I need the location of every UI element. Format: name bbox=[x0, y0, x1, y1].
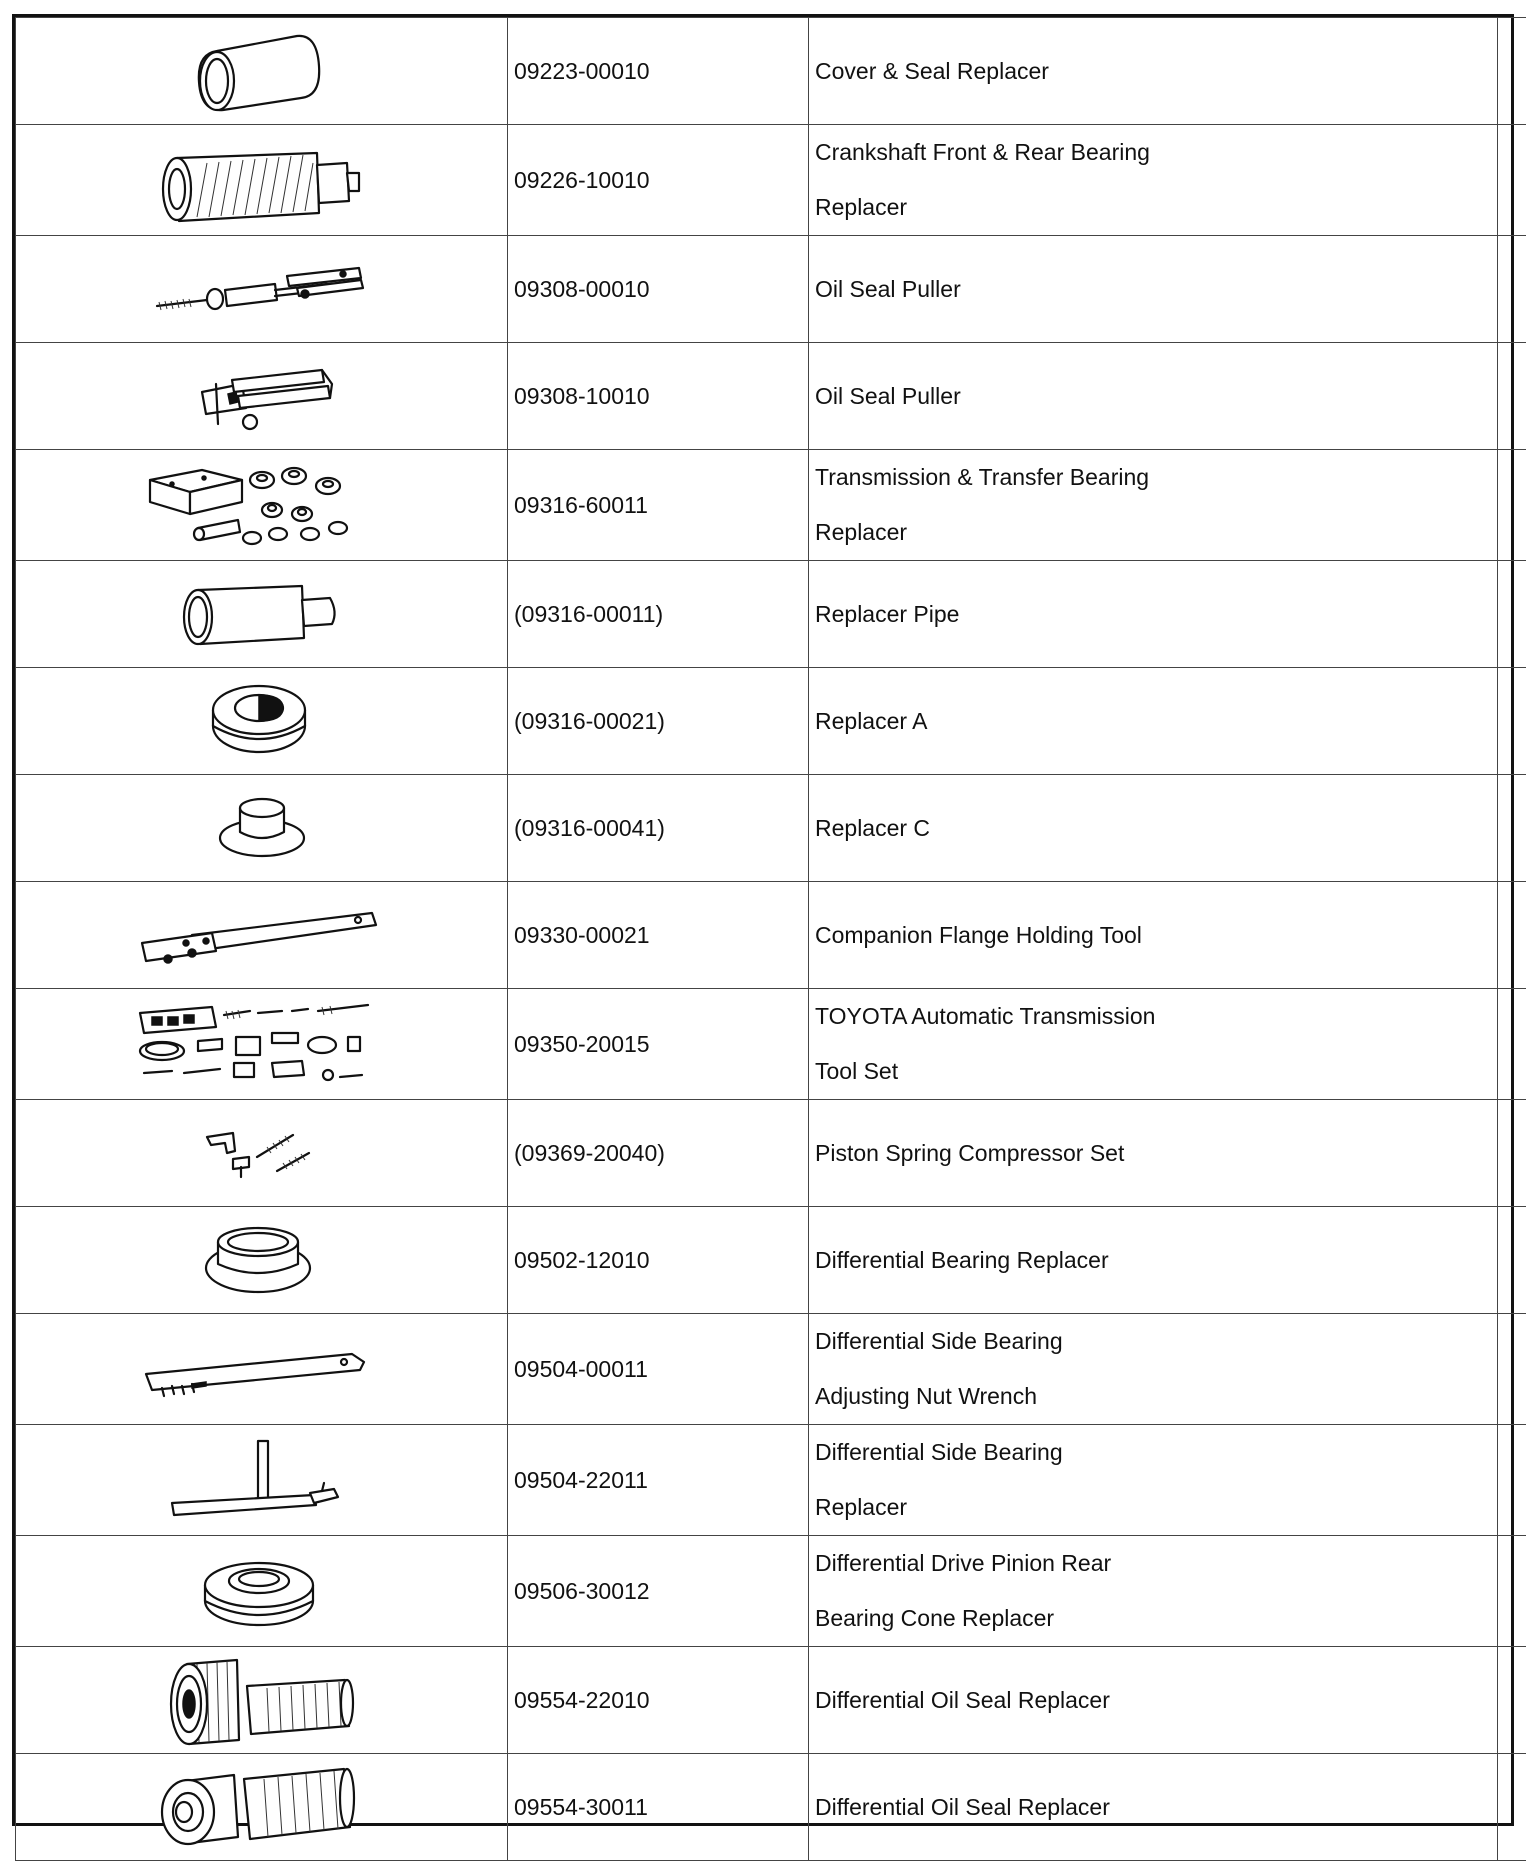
part-number: 09308-10010 bbox=[508, 343, 809, 450]
blank-cell bbox=[1498, 343, 1526, 450]
tool-illustration-cell bbox=[16, 1207, 508, 1314]
t-bar-wrench-icon bbox=[162, 1435, 362, 1525]
table-row bbox=[16, 1314, 1526, 1425]
part-number: 09226-10010 bbox=[508, 125, 809, 236]
tool-name-line: Oil Seal Puller bbox=[815, 262, 1497, 317]
bearing-replacer-ring-icon bbox=[192, 1220, 332, 1300]
tool-list-sheet bbox=[12, 14, 1514, 1826]
table-row bbox=[16, 1754, 1526, 1861]
part-number: 09506-30012 bbox=[508, 1536, 809, 1647]
tool-name-line: Bearing Cone Replacer bbox=[815, 1591, 1497, 1646]
bearing-replacer-kit-icon bbox=[142, 458, 382, 553]
table-row bbox=[16, 668, 1526, 775]
cylinder-sleeve-icon bbox=[187, 26, 337, 116]
blank-cell bbox=[1498, 989, 1526, 1100]
cone-replacer-ring-icon bbox=[187, 1549, 337, 1634]
tool-name bbox=[809, 343, 1498, 450]
nut-wrench-bar-icon bbox=[132, 1334, 392, 1404]
blank-cell bbox=[1498, 1207, 1526, 1314]
part-number: 09554-22010 bbox=[508, 1647, 809, 1754]
tool-name-line: Adjusting Nut Wrench bbox=[815, 1369, 1497, 1424]
tool-name-line: Crankshaft Front & Rear Bearing bbox=[815, 125, 1497, 180]
tool-name bbox=[809, 1536, 1498, 1647]
blank-cell bbox=[1498, 561, 1526, 668]
replacer-pipe-icon bbox=[172, 574, 352, 654]
replacer-ring-c-icon bbox=[202, 788, 322, 868]
blank-cell bbox=[1498, 125, 1526, 236]
tool-rows bbox=[16, 18, 1526, 1861]
part-number: 09554-30011 bbox=[508, 1754, 809, 1861]
part-number: 09223-00010 bbox=[508, 18, 809, 125]
oil-seal-replacer-long-icon bbox=[152, 1757, 372, 1857]
tool-illustration-cell bbox=[16, 125, 508, 236]
tool-name-line: Companion Flange Holding Tool bbox=[815, 908, 1497, 963]
blank-cell bbox=[1498, 1425, 1526, 1536]
tool-name bbox=[809, 236, 1498, 343]
tool-name-line: Replacer bbox=[815, 505, 1497, 560]
tool-illustration-cell bbox=[16, 450, 508, 561]
part-number: (09316-00041) bbox=[508, 775, 809, 882]
tool-illustration-cell bbox=[16, 1754, 508, 1861]
tool-illustration-cell bbox=[16, 1100, 508, 1207]
table-row bbox=[16, 775, 1526, 882]
table-row bbox=[16, 125, 1526, 236]
tool-name bbox=[809, 1425, 1498, 1536]
tool-name-line: Tool Set bbox=[815, 1044, 1497, 1099]
blank-cell bbox=[1498, 775, 1526, 882]
tool-name bbox=[809, 1754, 1498, 1861]
blank-cell bbox=[1498, 882, 1526, 989]
table-row bbox=[16, 882, 1526, 989]
table-row bbox=[16, 1425, 1526, 1536]
tool-name bbox=[809, 18, 1498, 125]
blank-cell bbox=[1498, 1536, 1526, 1647]
tool-name bbox=[809, 1100, 1498, 1207]
table-row bbox=[16, 1536, 1526, 1647]
tool-illustration-cell bbox=[16, 775, 508, 882]
blank-cell bbox=[1498, 1647, 1526, 1754]
tool-name-line: Replacer bbox=[815, 180, 1497, 235]
blank-cell bbox=[1498, 668, 1526, 775]
tool-name-line: Piston Spring Compressor Set bbox=[815, 1126, 1497, 1181]
table-row bbox=[16, 561, 1526, 668]
part-number: (09316-00011) bbox=[508, 561, 809, 668]
tool-name-line: Differential Oil Seal Replacer bbox=[815, 1673, 1497, 1728]
tool-name bbox=[809, 561, 1498, 668]
tool-name-line: Replacer Pipe bbox=[815, 587, 1497, 642]
tool-illustration-cell bbox=[16, 18, 508, 125]
tool-name-line: Differential Oil Seal Replacer bbox=[815, 1780, 1497, 1835]
part-number: (09316-00021) bbox=[508, 668, 809, 775]
table-row bbox=[16, 1207, 1526, 1314]
part-number: 09308-00010 bbox=[508, 236, 809, 343]
tool-name-line: TOYOTA Automatic Transmission bbox=[815, 989, 1497, 1044]
tool-illustration-cell bbox=[16, 343, 508, 450]
tool-name-line: Differential Side Bearing bbox=[815, 1314, 1497, 1369]
replacer-ring-a-icon bbox=[197, 676, 327, 766]
tool-illustration-cell bbox=[16, 561, 508, 668]
tool-name-line: Differential Drive Pinion Rear bbox=[815, 1536, 1497, 1591]
claw-puller-icon bbox=[182, 354, 342, 439]
flange-holding-bar-icon bbox=[132, 895, 392, 975]
part-number: 09316-60011 bbox=[508, 450, 809, 561]
spring-compressor-icon bbox=[197, 1113, 327, 1193]
tool-name-line: Differential Side Bearing bbox=[815, 1425, 1497, 1480]
tool-name bbox=[809, 775, 1498, 882]
table-row bbox=[16, 1100, 1526, 1207]
table-row bbox=[16, 450, 1526, 561]
tool-illustration-cell bbox=[16, 1314, 508, 1425]
blank-cell bbox=[1498, 450, 1526, 561]
tool-illustration-cell bbox=[16, 668, 508, 775]
blank-cell bbox=[1498, 236, 1526, 343]
tool-name-line: Replacer A bbox=[815, 694, 1497, 749]
part-number: 09504-00011 bbox=[508, 1314, 809, 1425]
part-number: 09330-00021 bbox=[508, 882, 809, 989]
tool-name bbox=[809, 1207, 1498, 1314]
bearing-replacer-pipe-icon bbox=[147, 133, 377, 228]
table-row bbox=[16, 1647, 1526, 1754]
tool-name-line: Differential Bearing Replacer bbox=[815, 1233, 1497, 1288]
tool-name bbox=[809, 882, 1498, 989]
tool-name bbox=[809, 668, 1498, 775]
transmission-tool-set-icon bbox=[132, 997, 392, 1092]
tool-illustration-cell bbox=[16, 1425, 508, 1536]
tool-name-line: Cover & Seal Replacer bbox=[815, 44, 1497, 99]
tool-name-line: Oil Seal Puller bbox=[815, 369, 1497, 424]
tool-name bbox=[809, 989, 1498, 1100]
tool-name-line: Replacer bbox=[815, 1480, 1497, 1535]
blank-cell bbox=[1498, 18, 1526, 125]
tool-illustration-cell bbox=[16, 236, 508, 343]
blank-cell bbox=[1498, 1754, 1526, 1861]
tool-name bbox=[809, 1647, 1498, 1754]
slide-hammer-puller-icon bbox=[147, 254, 377, 324]
part-number: 09504-22011 bbox=[508, 1425, 809, 1536]
tool-illustration-cell bbox=[16, 882, 508, 989]
tool-name-line: Replacer C bbox=[815, 801, 1497, 856]
tool-illustration-cell bbox=[16, 1536, 508, 1647]
tool-name-line: Transmission & Transfer Bearing bbox=[815, 450, 1497, 505]
part-number: (09369-20040) bbox=[508, 1100, 809, 1207]
blank-cell bbox=[1498, 1100, 1526, 1207]
special-tools-table bbox=[15, 17, 1526, 1861]
table-row bbox=[16, 343, 1526, 450]
tool-illustration-cell bbox=[16, 1647, 508, 1754]
part-number: 09502-12010 bbox=[508, 1207, 809, 1314]
table-row bbox=[16, 989, 1526, 1100]
table-row bbox=[16, 236, 1526, 343]
oil-seal-replacer-icon bbox=[157, 1650, 367, 1750]
tool-illustration-cell bbox=[16, 989, 508, 1100]
table-row bbox=[16, 18, 1526, 125]
tool-name bbox=[809, 450, 1498, 561]
part-number: 09350-20015 bbox=[508, 989, 809, 1100]
tool-name bbox=[809, 1314, 1498, 1425]
tool-name bbox=[809, 125, 1498, 236]
blank-cell bbox=[1498, 1314, 1526, 1425]
